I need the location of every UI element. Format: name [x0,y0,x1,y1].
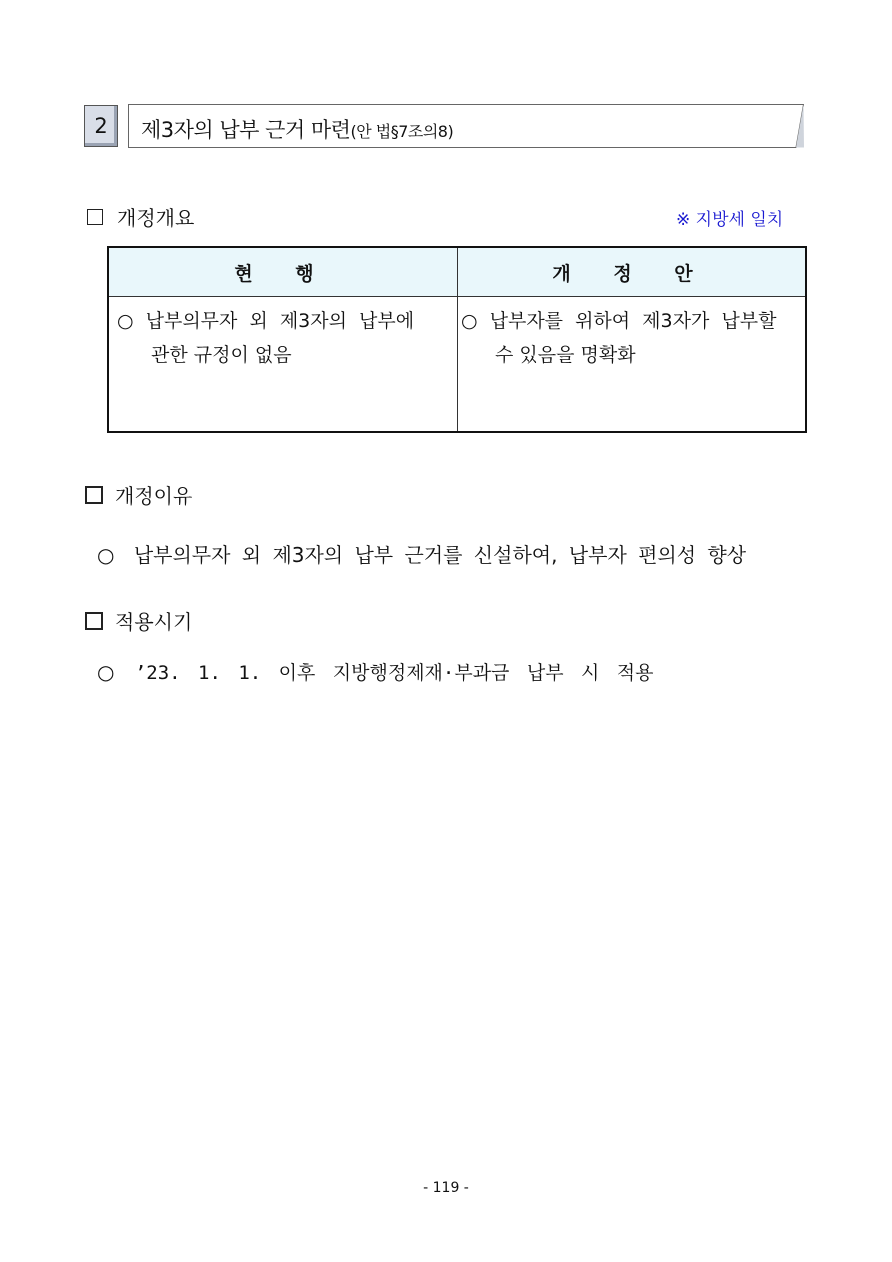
section-title-text: 제3자의 납부 근거 마련 [141,118,351,142]
checkbox-square-icon [87,209,103,225]
effective-item [97,658,654,685]
cell-proposed [461,304,776,372]
effective-heading [85,606,192,635]
effective-text: ’23. 1. 1. 이후 지방행정제재·부과금 납부 시 적용 [134,662,654,684]
effective-heading-text: 적용시기 [115,610,193,634]
reason-item [97,539,746,568]
section-number: 2 [84,105,118,147]
proposed-line-1: ○ 납부자를 위하여 제3자가 납부할 [461,310,777,332]
checkbox-square-icon [85,486,103,504]
current-line-2: 관한 규정이 없음 [151,344,292,366]
cell-current [117,304,414,372]
overview-heading [87,202,194,231]
header-proposed: 개 정 안 [552,262,711,285]
checkbox-square-icon [85,612,103,630]
current-line-1: ○ 납부의무자 외 제3자의 납부에 [117,310,415,332]
overview-heading-text: 개정개요 [117,206,195,230]
circle-bullet-icon: ○ [97,660,115,684]
overview-note: ※ 지방세 일치 [676,210,784,230]
comparison-table [107,246,807,433]
reason-heading [85,480,192,509]
page-number: - 119 - [423,1180,469,1196]
reason-text: 납부의무자 외 제3자의 납부 근거를 신설하여, 납부자 편의성 향상 [133,543,747,567]
reason-heading-text: 개정이유 [115,484,193,508]
proposed-line-2: 수 있음을 명확화 [495,344,636,366]
section-title [141,114,453,144]
circle-bullet-icon: ○ [97,543,115,567]
section-subtitle: (안 법§7조의8) [350,122,454,141]
header-current: 현 행 [234,262,332,285]
